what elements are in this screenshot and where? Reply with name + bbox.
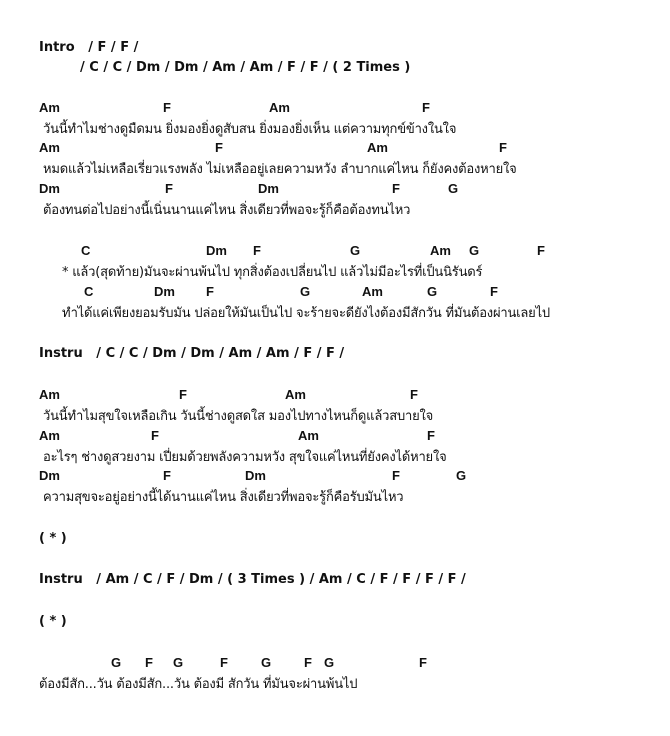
instru-label: Instru [39,572,83,587]
chord: F [392,181,400,196]
chord: Dm [154,284,175,299]
chord: F [163,100,171,115]
chord: Am [39,140,60,155]
chord: F [392,468,400,483]
chord: F [410,387,418,402]
chord: Dm [206,243,227,258]
chord: Am [362,284,383,299]
chord-row [0,140,670,156]
chord: F [220,655,228,670]
chord-row [0,284,670,300]
chord: F [499,140,507,155]
chord: F [537,243,545,258]
chord: F [253,243,261,258]
repeat-chorus-marker-1: ( * ) [39,531,67,546]
instru-line-2 [39,572,466,587]
chord-row [0,100,670,116]
chord: G [300,284,311,299]
chord: G [111,655,122,670]
chord: F [145,655,153,670]
chord: G [456,468,467,483]
lyric-line: อะไรๆ ช่างดูสวยงาม เปี่ยมด้วยพลังความหวัง สุขใจแค่ไหนที่ยังคงได้หายใจ [43,450,447,465]
chord: Am [39,100,60,115]
chord: Dm [258,181,279,196]
chord: F [215,140,223,155]
chord: G [469,243,480,258]
chord: Am [39,428,60,443]
lyric-line: * แล้ว(สุดท้าย)มันจะผ่านพ้นไป ทุกสิ่งต้องเปลี่ยนไป แล้วไม่มีอะไรที่เป็นนิรันดร์ [62,265,483,280]
chord: F [179,387,187,402]
chord-row [0,428,670,444]
chord: Am [298,428,319,443]
chord: Dm [39,181,60,196]
intro-label: Intro [39,40,75,55]
chord: G [173,655,184,670]
chord: Am [39,387,60,402]
chord: Dm [39,468,60,483]
intro-line-1 [39,40,138,55]
chord: F [427,428,435,443]
chord: C [81,243,91,258]
chord: G [261,655,272,670]
chord: F [304,655,312,670]
chord: F [419,655,427,670]
chord: F [165,181,173,196]
chord: F [422,100,430,115]
chord: F [490,284,498,299]
chord: Am [430,243,451,258]
instru-label: Instru [39,346,83,361]
chord-row [0,468,670,484]
lyric-line: ต้องมีสัก...วัน ต้องมีสัก...วัน ต้องมี สักวัน ที่มันจะผ่านพ้นไป [39,677,358,692]
chord-row [0,387,670,403]
lyric-line: หมดแล้วไม่เหลือเรี่ยวแรงพลัง ไม่เหลืออยู่เลยความหวัง ลำบากแค่ไหน ก็ยังคงต้องหายใจ [43,162,517,177]
chord-row [0,243,670,259]
lyric-line: ทำได้แค่เพียงยอมรับมัน ปล่อยให้มันเป็นไป จะร้ายจะดียังไงต้องมีสักวัน ที่มันต้องผ่านเลยไป [62,306,550,321]
chord-row [0,655,670,671]
instru-chords: / Am / C / F / Dm / ( 3 Times ) / Am / C / F / F / F / F / [96,572,466,587]
chord-row [0,181,670,197]
chord: Am [269,100,290,115]
chord: C [84,284,94,299]
chord: F [206,284,214,299]
chord: F [151,428,159,443]
lyric-line: วันนี้ทำไมสุขใจเหลือเกิน วันนี้ช่างดูสดใส มองไปทางไหนก็ดูแล้วสบายใจ [43,409,434,424]
intro-chords-1: / F / F / [88,40,139,55]
lyric-line: ความสุขจะอยู่อย่างนี้ได้นานแค่ไหน สิ่งเดียวที่พอจะรู้ก็คือรับมันไหว [43,490,404,505]
chord: G [350,243,361,258]
chord: Am [285,387,306,402]
lyric-line: วันนี้ทำไมช่างดูมืดมน ยิ่งมองยิ่งดูสับสน ยิ่งมองยิ่งเห็น แต่ความทุกข์ข้างในใจ [43,122,457,137]
chord: G [427,284,438,299]
chord: G [448,181,459,196]
chord: Am [367,140,388,155]
chord: Dm [245,468,266,483]
instru-chords: / C / C / Dm / Dm / Am / Am / F / F / [96,346,345,361]
chord: G [324,655,335,670]
chord: F [163,468,171,483]
intro-line-2: / C / C / Dm / Dm / Am / Am / F / F / ( 2 Times ) [80,60,411,75]
repeat-chorus-marker-2: ( * ) [39,614,67,629]
instru-line-1 [39,346,344,361]
lyric-line: ต้องทนต่อไปอย่างนี้เนิ่นนานแค่ไหน สิ่งเดียวที่พอจะรู้ก็คือต้องทนไหว [43,203,411,218]
